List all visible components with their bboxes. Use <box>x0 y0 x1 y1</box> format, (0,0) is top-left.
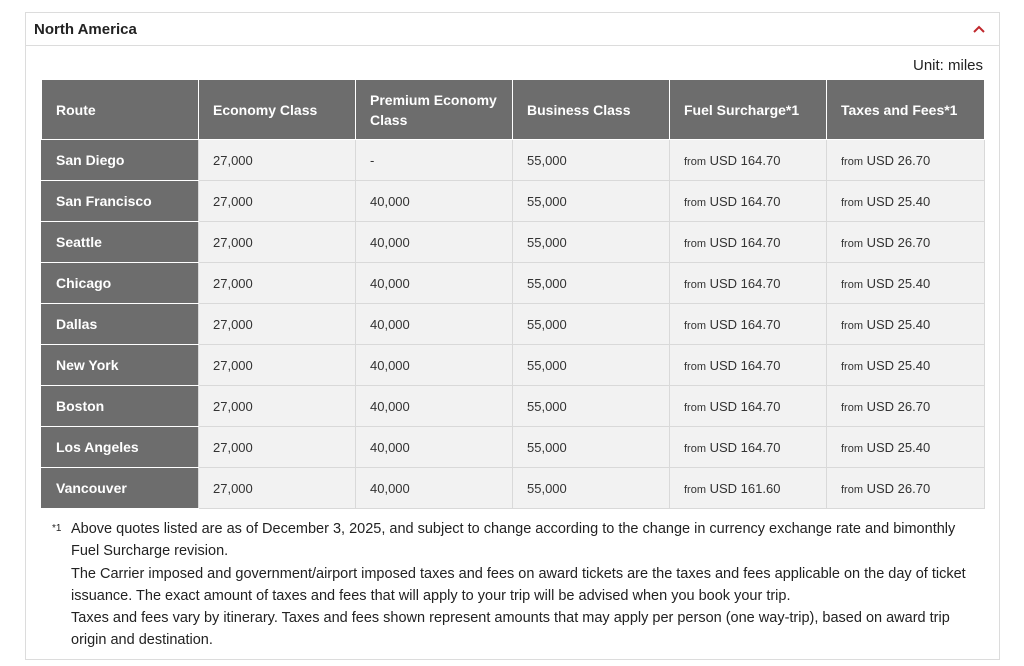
from-label: from <box>684 442 706 455</box>
from-label: from <box>841 360 863 373</box>
from-label: from <box>684 155 706 168</box>
fuel-value: USD 164.70 <box>709 357 781 373</box>
route-cell: San Francisco <box>42 181 199 222</box>
route-cell: San Diego <box>42 140 199 181</box>
footnote-mark: *1 <box>52 523 62 534</box>
fuel-cell <box>670 386 827 427</box>
economy-cell: 27,000 <box>199 427 356 468</box>
premium-cell: - <box>356 140 513 181</box>
fuel-cell <box>670 304 827 345</box>
route-cell: Boston <box>42 386 199 427</box>
business-cell: 55,000 <box>513 140 670 181</box>
header-taxes-fees: Taxes and Fees*1 <box>827 80 985 140</box>
business-cell: 55,000 <box>513 386 670 427</box>
economy-cell: 27,000 <box>199 345 356 386</box>
business-cell: 55,000 <box>513 427 670 468</box>
taxes-cell <box>827 263 985 304</box>
table-row <box>42 263 985 304</box>
fuel-cell <box>670 140 827 181</box>
from-label: from <box>684 196 706 209</box>
taxes-value: USD 26.70 <box>866 152 931 168</box>
from-label: from <box>841 237 863 250</box>
fuel-value: USD 164.70 <box>709 275 781 291</box>
table-header-row <box>42 80 985 140</box>
footnote-paragraph: Above quotes listed are as of December 3, 2025, and subject to change according to the change in currency exchange rate and bimonthly Fuel Surcharge revision. <box>71 521 956 560</box>
header-route: Route <box>42 80 199 140</box>
economy-cell: 27,000 <box>199 386 356 427</box>
route-cell: Dallas <box>42 304 199 345</box>
from-label: from <box>841 442 863 455</box>
taxes-cell <box>827 181 985 222</box>
footnotes <box>52 518 982 652</box>
taxes-cell <box>827 427 985 468</box>
table-row <box>42 345 985 386</box>
header-business: Business Class <box>513 80 670 140</box>
from-label: from <box>684 360 706 373</box>
taxes-value: USD 26.70 <box>866 398 931 414</box>
footnote-paragraph: Taxes and fees vary by itinerary. Taxes and fees shown represent amounts that may apply per person (one way-trip), based on award trip origin and destination. <box>71 610 950 649</box>
from-label: from <box>841 401 863 414</box>
route-cell: Seattle <box>42 222 199 263</box>
premium-cell: 40,000 <box>356 263 513 304</box>
premium-cell: 40,000 <box>356 222 513 263</box>
premium-cell: 40,000 <box>356 181 513 222</box>
economy-cell: 27,000 <box>199 304 356 345</box>
table-row <box>42 468 985 509</box>
route-cell: Los Angeles <box>42 427 199 468</box>
fare-table <box>41 79 985 509</box>
fuel-cell <box>670 181 827 222</box>
premium-cell: 40,000 <box>356 427 513 468</box>
taxes-cell <box>827 386 985 427</box>
premium-cell: 40,000 <box>356 468 513 509</box>
premium-cell: 40,000 <box>356 345 513 386</box>
economy-cell: 27,000 <box>199 222 356 263</box>
from-label: from <box>841 319 863 332</box>
fuel-value: USD 161.60 <box>709 480 781 496</box>
taxes-value: USD 25.40 <box>866 316 931 332</box>
from-label: from <box>841 196 863 209</box>
fuel-value: USD 164.70 <box>709 398 781 414</box>
header-premium-economy: Premium Economy Class <box>356 80 513 140</box>
taxes-cell <box>827 304 985 345</box>
fare-panel <box>25 12 1000 660</box>
premium-cell: 40,000 <box>356 304 513 345</box>
from-label: from <box>684 278 706 291</box>
business-cell: 55,000 <box>513 345 670 386</box>
header-fuel-surcharge: Fuel Surcharge*1 <box>670 80 827 140</box>
fuel-cell <box>670 263 827 304</box>
from-label: from <box>684 237 706 250</box>
premium-cell: 40,000 <box>356 386 513 427</box>
taxes-value: USD 25.40 <box>866 275 931 291</box>
fuel-value: USD 164.70 <box>709 316 781 332</box>
taxes-cell <box>827 140 985 181</box>
taxes-cell <box>827 468 985 509</box>
taxes-value: USD 25.40 <box>866 439 931 455</box>
economy-cell: 27,000 <box>199 181 356 222</box>
unit-label: Unit: miles <box>912 57 983 74</box>
business-cell: 55,000 <box>513 222 670 263</box>
panel-header[interactable] <box>26 13 999 46</box>
business-cell: 55,000 <box>513 468 670 509</box>
taxes-value: USD 26.70 <box>866 234 931 250</box>
from-label: from <box>841 483 863 496</box>
footnote-body <box>71 518 982 652</box>
fuel-value: USD 164.70 <box>709 234 781 250</box>
fuel-value: USD 164.70 <box>709 152 781 168</box>
economy-cell: 27,000 <box>199 140 356 181</box>
from-label: from <box>684 401 706 414</box>
fuel-cell <box>670 345 827 386</box>
economy-cell: 27,000 <box>199 468 356 509</box>
chevron-up-icon[interactable] <box>970 20 988 38</box>
fuel-cell <box>670 468 827 509</box>
taxes-value: USD 26.70 <box>866 480 931 496</box>
business-cell: 55,000 <box>513 304 670 345</box>
table-row <box>42 427 985 468</box>
economy-cell: 27,000 <box>199 263 356 304</box>
from-label: from <box>684 483 706 496</box>
table-row <box>42 222 985 263</box>
taxes-cell <box>827 345 985 386</box>
taxes-value: USD 25.40 <box>866 357 931 373</box>
route-cell: Chicago <box>42 263 199 304</box>
fuel-cell <box>670 427 827 468</box>
fuel-value: USD 164.70 <box>709 193 781 209</box>
header-economy: Economy Class <box>199 80 356 140</box>
table-row <box>42 304 985 345</box>
business-cell: 55,000 <box>513 263 670 304</box>
business-cell: 55,000 <box>513 181 670 222</box>
from-label: from <box>684 319 706 332</box>
fuel-value: USD 164.70 <box>709 439 781 455</box>
from-label: from <box>841 155 863 168</box>
route-cell: Vancouver <box>42 468 199 509</box>
taxes-value: USD 25.40 <box>866 193 931 209</box>
panel-title: North America <box>34 20 137 38</box>
fuel-cell <box>670 222 827 263</box>
taxes-cell <box>827 222 985 263</box>
from-label: from <box>841 278 863 291</box>
table-row <box>42 140 985 181</box>
table-row <box>42 181 985 222</box>
table-row <box>42 386 985 427</box>
route-cell: New York <box>42 345 199 386</box>
footnote-paragraph: The Carrier imposed and government/airport imposed taxes and fees on award tickets are the taxes and fees applicable on the day of ticket issuance. The exact amount of taxes and fees that will apply to your trip will be advised when you book your trip. <box>71 565 966 604</box>
